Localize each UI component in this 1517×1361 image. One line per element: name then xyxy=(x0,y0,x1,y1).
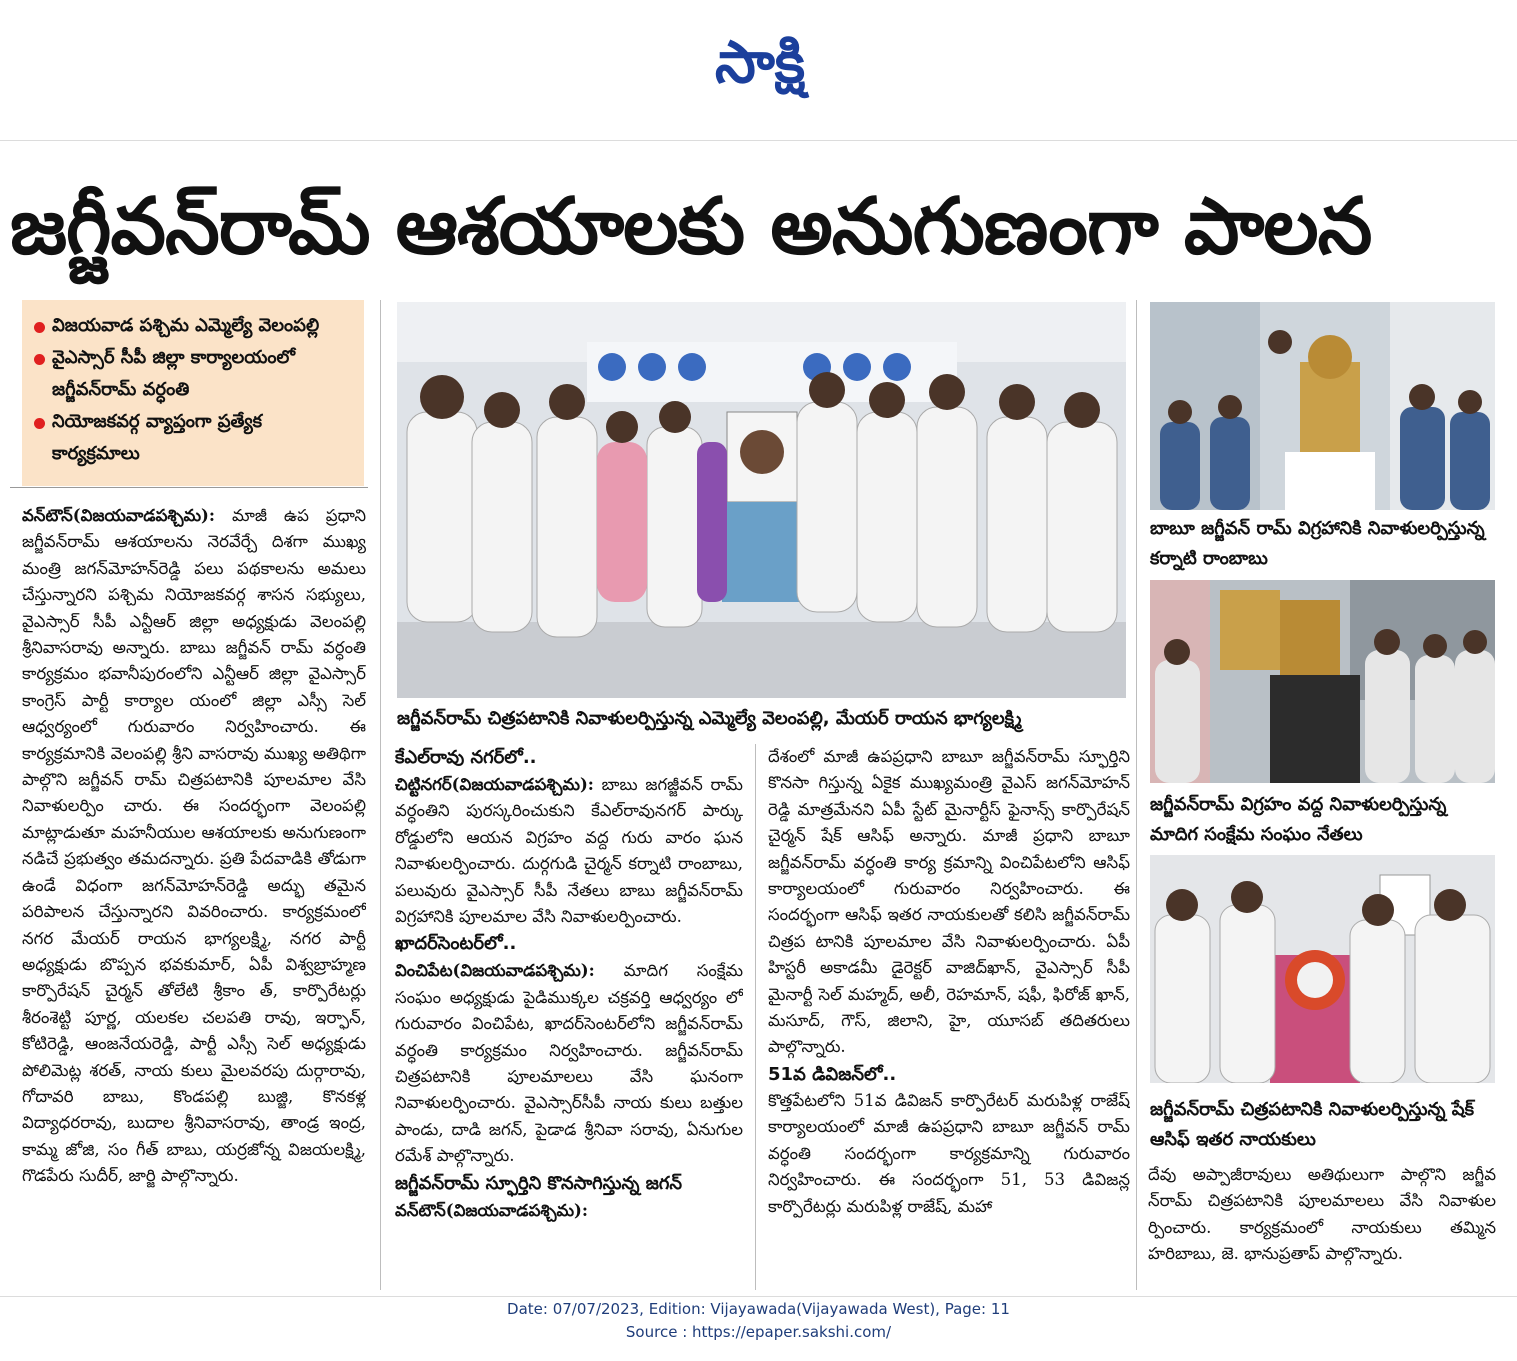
section-khadar-subhead: ఖాదర్‌సెంటర్‌లో.. xyxy=(395,933,517,955)
column-divider xyxy=(380,300,381,1290)
footer xyxy=(0,1298,1517,1348)
sakshi-logo[interactable] xyxy=(640,22,880,102)
section-jagan-dateline: వన్‌టౌన్(విజయవాడపశ్చిమ): xyxy=(395,1199,589,1220)
portrait-photo[interactable] xyxy=(1150,855,1495,1083)
section-khadar-text xyxy=(395,957,743,1169)
highlight-item xyxy=(32,310,354,342)
portrait-photo-graphic xyxy=(1150,855,1495,1083)
section-kl-body: బాబు జగజ్జీవన్ రామ్ వర్ధంతిని పురస్కరించుకుని కేఎల్‌రావునగర్ పార్కు రోడ్డులోని ఆయన విగ్రహం వద్ద గురు వారం ఘన నివాళులర్పించారు. దుర్గగుడి చైర్మన్ కర్నాటి రాంబాబు, పలువురు వైఎస్సార్ సీపీ నేతలు బాబు జగ్జీవన్‌రామ్ విగ్రహానికి పూలమాల వేసి నివాళులర్పించారు. xyxy=(395,775,743,927)
column-divider xyxy=(1136,300,1137,1290)
masthead-divider xyxy=(0,140,1517,141)
section-jagan-body: దేశంలో మాజీ ఉపప్రధాని బాబూ జగ్జీవన్‌రామ్ స్ఫూర్తిని కొనసా గిస్తున్న ఏకైక ముఖ్యమంత్రి వైఎస్ జగన్‌మోహన్ రెడ్డి మాత్రమేనని ఏపీ స్టేట్ మైనార్టీస్ ఫైనాన్స్ కార్పొరేషన్ చైర్మన్ షేక్ ఆసిఫ్ అన్నారు. మాజీ ప్రధాని బాబూ జగ్జీవన్‌రామ్ వర్ధంతి కార్య క్రమాన్ని వించిపేటలోని ఆసిఫ్ కార్యాలయంలో గురువారం నిర్వహించారు. ఈ సందర్భంగా ఆసిఫ్ ఇతర నాయకులతో కలిసి జగ్జీవన్‌రామ్ చిత్రప టానికి పూలమాల వేసి నివాళులర్పించారు. ఏపీ హిస్టరీ అకాడమీ డైరెక్టర్ వాజిద్‌ఖాన్, వైఎస్సార్ సీపీ మైనార్టీ సెల్ మహ్మద్, అలీ, రెహమాన్, షఫీ, ఫిరోజ్ ఖాన్, మసూద్, గౌస్, జిలాని, హై, యూసబ్ తదితరులు పాల్గొన్నారు. xyxy=(768,747,1130,1057)
section-51-body: కొత్తపేటలోని 51వ డివిజన్ కార్పొరేటర్ మరుపిళ్ల రాజేష్ కార్యాలయంలో మాజీ ఉపప్రధాని బాబూ జగ్జీవన్ రామ్ వర్ధంతి సందర్భంగా కార్యక్రమాన్ని గురువారం నిర్వహించారు. ఈ సందర్భంగా 51, 53 డివిజన్ల కార్పొరేటర్లు మరుపిళ్ల రాజేష్, మహా xyxy=(768,1090,1130,1216)
main-photo-caption: జగ్జీవన్‌రామ్ చిత్రపటానికి నివాళులర్పిస్తున్న ఎమ్మెల్యే వెలంపల్లి, మేయర్ రాయన భాగ్యలక్ష్మి xyxy=(397,708,1022,729)
column-divider xyxy=(755,744,756,1290)
section-jagan-subhead: జగ్జీవన్‌రామ్ స్ఫూర్తిని కొనసాగిస్తున్న జగన్ xyxy=(395,1172,683,1194)
bullet-icon xyxy=(34,322,45,333)
bullet-icon xyxy=(34,354,45,365)
statue-photo-2-graphic xyxy=(1150,580,1495,783)
statue-photo-2[interactable] xyxy=(1150,580,1495,783)
statue-photo-1-caption: బాబూ జగ్జీవన్ రామ్ విగ్రహానికి నివాళులర్పిస్తున్న కర్నాటి రాంబాబు xyxy=(1150,518,1485,569)
main-photo-graphic xyxy=(397,302,1126,698)
section-khadar-dateline: వించిపేట(విజయవాడపశ్చిమ): xyxy=(395,960,595,981)
highlight-text: నియోజకవర్గ వ్యాప్తంగా ప్రత్యేక కార్యక్రమాలు xyxy=(52,411,263,464)
highlight-text: విజయవాడ పశ్చిమ ఎమ్మెల్యే వెలంపల్లి xyxy=(52,315,320,336)
statue-photo-1-graphic xyxy=(1150,302,1495,510)
highlights-box xyxy=(22,300,364,486)
highlight-item xyxy=(32,406,354,470)
section-kl-dateline: చిట్టినగర్(విజయవాడపశ్చిమ): xyxy=(395,774,594,794)
bullet-icon xyxy=(34,418,45,429)
headline: జగ్జీవన్‌రామ్ ఆశయాలకు అనుగుణంగా పాలన xyxy=(10,182,1372,272)
main-story-column xyxy=(22,502,366,1292)
portrait-photo-caption: జగ్జీవన్‌రామ్ చిత్రపటానికి నివాళులర్పిస్తున్న షేక్ ఆసిఫ్ ఇతర నాయకులు xyxy=(1150,1099,1474,1150)
section-khadar-body: మాదిగ సంక్షేమ సంఘం అధ్యక్షుడు పైడిముక్కల చక్రవర్తి ఆధ్వర్యం లో గురువారం వించిపేట, ఖాదర్‌సెంటర్‌లోని జగ్జీవన్‌రామ్ వర్ధంతి కార్యక్రమం నిర్వహించారు. జగ్జీవన్‌రామ్ చిత్రపటానికి పూలమాలలు వేసి ఘనంగా నివాళులర్పించారు. వైఎస్సార్‌సీపీ నాయ కులు బత్తుల పాండు, దాడి జగన్, పైడాడ శ్రీనివా సరావు, ఏనుగుల రమేశ్ పాల్గొన్నారు. xyxy=(395,961,743,1166)
highlight-item xyxy=(32,342,354,406)
main-story-text xyxy=(22,502,366,1190)
column-2 xyxy=(395,744,743,1292)
main-story-body: మాజీ ఉప ప్రధాని జగ్జీవన్‌రామ్ ఆశయాలను నెరవేర్చే దిశగా ముఖ్య మంత్రి జగన్‌మోహన్‌రెడ్డి పలు పథకాలను అమలు చేస్తున్నారని పశ్చిమ నియోజకవర్గ శాసన సభ్యులు, వైఎస్సార్ సీపీ ఎన్టీఆర్ జిల్లా అధ్యక్షుడు వెలంపల్లి శ్రీనివాసరావు అన్నారు. బాబు జగ్జీవన్ రామ్ వర్ధంతి కార్యక్రమం భవానీపురంలోని ఎన్టీఆర్ జిల్లా వైఎస్సార్ కాంగ్రెస్ పార్టీ కార్యాల యంలో జిల్లా ఎస్సీ సెల్ ఆధ్వర్యంలో గురువారం నిర్వహించారు. ఈ కార్యక్రమానికి వెలంపల్లి శ్రీని వాసరావు ముఖ్య అతిథిగా పాల్గొని జగ్జీవన్ రామ్ చిత్రపటానికి పూలమాల వేసి నివాళులర్పిం చారు. ఈ సందర్భంగా వెలంపల్లి మాట్లాడుతూ మహనీయుల ఆశయాలకు అనుగుణంగా నడిచే ప్రభుత్వం తమదన్నారు. ప్రతి పేదవాడికి తోడుగా ఉండే విధంగా జగన్‌మోహన్‌రెడ్డి అద్భు తమైన పరిపాలన చేస్తున్నారని వివరించారు. కార్యక్రమంలో నగర మేయర్ రాయన భాగ్యలక్ష్మి, నగర పార్టీ అధ్యక్షుడు బొప్పన భవకుమార్, ఏపీ విశ్వబ్రాహ్మణ కార్పొరేషన్ చైర్మన్ తోలేటి శ్రీకాం త్, కార్పొరేటర్లు శీరంశెట్టి పూర్ణ, యలకల చలపతి రావు, ఇర్ఫాన్, కోటిరెడ్డి, ఆంజనేయరెడ్డి, పార్టీ ఎస్సీ సెల్ అధ్యక్షుడు పోలిమెట్ల శరత్, నాయ కులు మైలవరపు దుర్గారావు, గోదావరి బాబు, కొండపల్లి బుజ్జి, కొనకళ్ల విద్యాధరరావు, బుదాల శ్రీనివాసరావు, తాండ్ర ఇంద్ర, కామ్మ జోజి, సం గీత్ బాబు, యర్రజోన్న విజయలక్ష్మి, గొడపేరు సుదీర్, జార్జి పాల్గొన్నారు. xyxy=(22,506,366,1186)
footer-date-line: Date: 07/07/2023, Edition: Vijayawada(Vijayawada West), Page: 11 xyxy=(507,1300,1010,1318)
section-51-subhead: 51వ డివిజన్‌లో.. xyxy=(768,1063,897,1085)
section-kl-subhead: కేఎల్‌రావు నగర్‌లో.. xyxy=(395,747,537,768)
main-photo[interactable] xyxy=(397,302,1126,698)
main-story-dateline: వన్‌టౌన్(విజయవాడపశ్చిమ): xyxy=(22,505,216,525)
footer-divider xyxy=(0,1296,1517,1297)
statue-photo-1[interactable] xyxy=(1150,302,1495,510)
section-jagan-dateline-text xyxy=(395,1197,743,1224)
highlight-text: వైఎస్సార్ సీపీ జిల్లా కార్యాలయంలో జగ్జీవన్‌రామ్ వర్ధంతి xyxy=(52,347,296,400)
masthead xyxy=(0,0,1517,140)
column-3 xyxy=(768,744,1130,1292)
section-kl-text xyxy=(395,771,743,930)
logo-text: సాక్షి xyxy=(714,28,806,96)
section-51-continuation: దేవు అప్పాజీరావులు అతిథులుగా పాల్గొని జగ్జీవ న్‌రామ్ చిత్రపటానికి పూలమాలలు వేసి నివాళుల ర్పించారు. కార్యక్రమంలో నాయకులు తమ్మిన హరిబాబు, జె. భానుప్రతాప్ పాల్గొన్నారు. xyxy=(1148,1165,1496,1264)
column-4 xyxy=(1148,1162,1496,1292)
highlights-divider xyxy=(10,487,368,488)
statue-photo-2-caption: జగ్జీవన్‌రామ్ విగ్రహం వద్ద నివాళులర్పిస్తున్న మాదిగ సంక్షేమ సంఘం నేతలు xyxy=(1150,794,1447,845)
footer-source-line[interactable]: Source : https://epaper.sakshi.com/ xyxy=(625,1323,892,1341)
